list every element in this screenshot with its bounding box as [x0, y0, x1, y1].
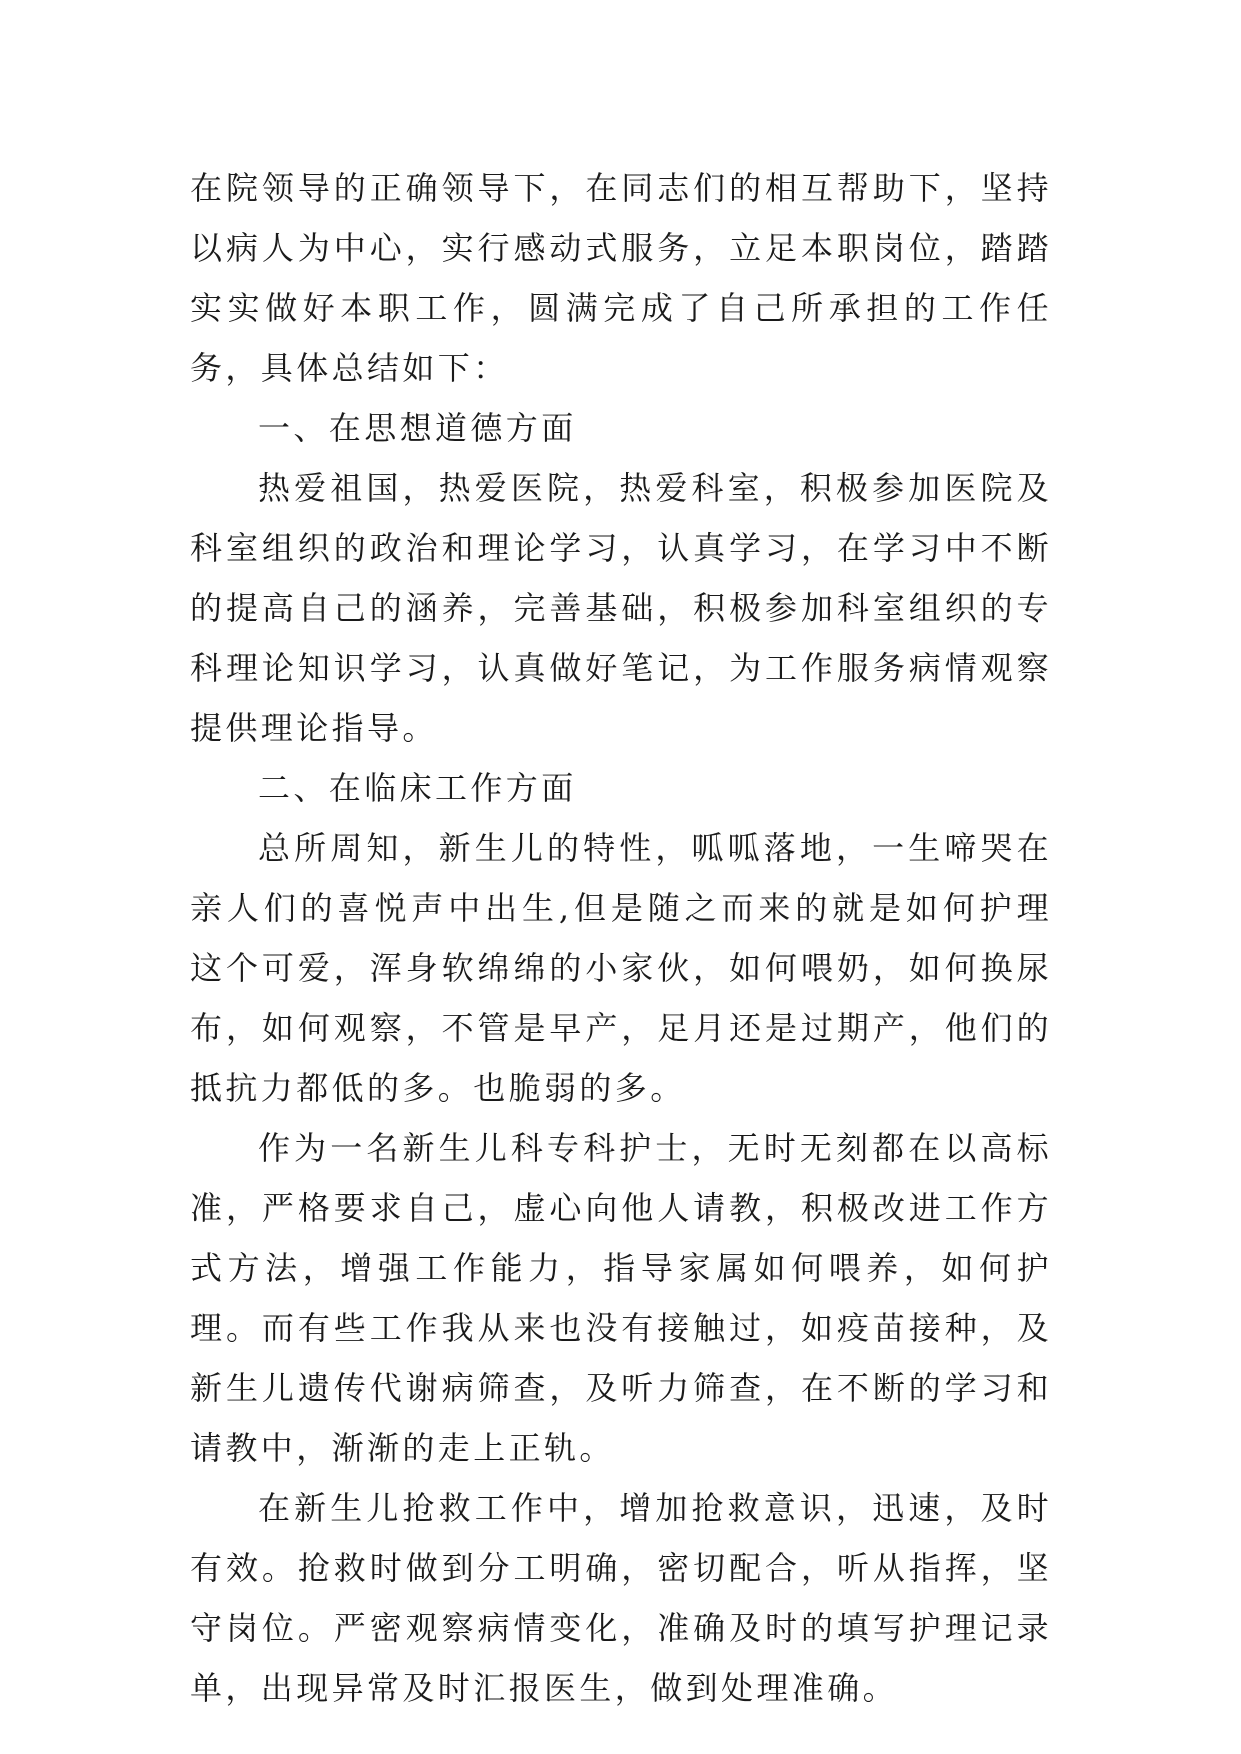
paragraph-intro: 在院领导的正确领导下，在同志们的相互帮助下，坚持以病人为中心，实行感动式服务，立足本职岗位，踏踏实实做好本职工作，圆满完成了自己所承担的工作任务，具体总结如下：: [190, 169, 1052, 387]
paragraph-rescue-work: 在新生儿抢救工作中，增加抢救意识，迅速，及时有效。抢救时做到分工明确，密切配合，听从指挥，坚守岗位。严密观察病情变化，准确及时的填写护理记录单，出现异常及时汇报医生，做到处理准确。: [190, 1489, 1052, 1707]
section-heading-ideology: 一、在思想道德方面: [258, 409, 577, 447]
paragraph-ideology: 热爱祖国，热爱医院，热爱科室，积极参加医院及科室组织的政治和理论学习，认真学习，在学习中不断的提高自己的涵养，完善基础，积极参加科室组织的专科理论知识学习，认真做好笔记，为工作服务病情观察提供理论指导。: [190, 469, 1052, 747]
paragraph-newborn-traits: 总所周知，新生儿的特性，呱呱落地，一生啼哭在亲人们的喜悦声中出生,但是随之而来的就是如何护理这个可爱，浑身软绵绵的小家伙，如何喂奶，如何换尿布，如何观察，不管是早产，足月还是过期产，他们的抵抗力都低的多。也脆弱的多。: [190, 829, 1052, 1107]
section-heading-clinical: 二、在临床工作方面: [258, 769, 577, 807]
paragraph-nurse-duties: 作为一名新生儿科专科护士，无时无刻都在以高标准，严格要求自己，虚心向他人请教，积极改进工作方式方法，增强工作能力，指导家属如何喂养，如何护理。而有些工作我从来也没有接触过，如疫苗接种，及新生儿遗传代谢病筛查，及听力筛查，在不断的学习和请教中，渐渐的走上正轨。: [190, 1129, 1052, 1467]
document-body: [190, 158, 1052, 1718]
